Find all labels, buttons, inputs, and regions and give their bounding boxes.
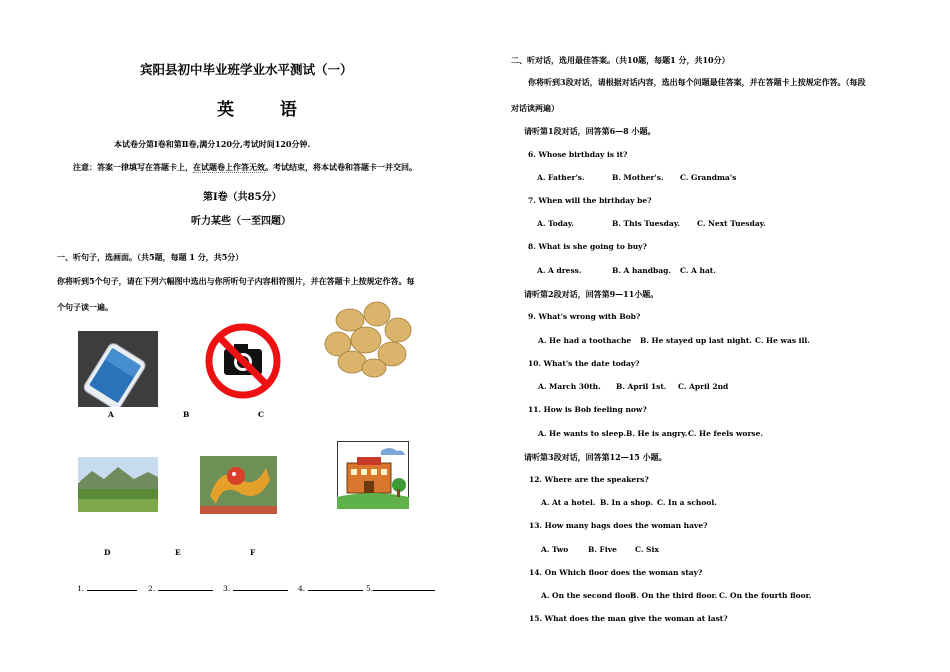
q11-option-b[interactable]: B. He is angry. <box>626 429 688 438</box>
question-14: 14. On Which floor does the woman stay? <box>529 568 703 577</box>
q9-option-a[interactable]: A. He had a toothache <box>538 336 632 345</box>
answer-blank-3[interactable] <box>223 583 288 593</box>
section2-instruction-line2: 对话读两遍） <box>511 103 559 113</box>
blank-number: 5. <box>366 584 374 593</box>
q11-option-c[interactable]: C. He feels worse. <box>688 429 763 438</box>
question-13: 13. How many bags does the woman have? <box>529 521 708 530</box>
section1-title: 一、听句子，选画面。（共5题，每题 1 分，共5分） <box>57 252 244 262</box>
q13-option-a[interactable]: A. Two <box>541 545 569 554</box>
dragon-icon <box>200 456 277 514</box>
note-emphasis: 在试题卷上作答无效 <box>193 162 265 172</box>
q6-option-c[interactable]: C. Grandma's <box>680 173 737 182</box>
q9-option-b[interactable]: B. He stayed up last night. <box>640 336 752 345</box>
note-suffix: 。考试结束，将本试卷和答题卡一并交回。 <box>265 162 417 172</box>
q7-option-a[interactable]: A. Today. <box>537 219 574 228</box>
part1-heading: 第Ⅰ卷（共85分） <box>203 192 282 203</box>
exam-intro: 本试卷分第Ⅰ卷和第Ⅱ卷,满分120分,考试时间120分钟. <box>114 139 311 149</box>
picture-c-potatoes <box>322 298 414 380</box>
q7-option-b[interactable]: B. This Tuesday. <box>612 219 680 228</box>
q6-option-b[interactable]: B. Mother's. <box>612 173 664 182</box>
picture-label-d: D <box>104 548 111 557</box>
subject-heading: 英 语 <box>217 100 317 120</box>
landscape-icon <box>78 457 158 512</box>
answer-blank-1[interactable] <box>77 583 137 593</box>
picture-label-b: B <box>183 410 190 419</box>
picture-label-c: C <box>258 410 264 419</box>
picture-e-dragon <box>200 456 277 514</box>
question-15: 15. What does the man give the woman at last? <box>529 614 728 623</box>
q13-option-b[interactable]: B. Five <box>588 545 617 554</box>
question-10: 10. What's the date today? <box>528 359 640 368</box>
exam-note <box>73 162 417 173</box>
question-12: 12. Where are the speakers? <box>529 475 649 484</box>
phone-icon <box>78 331 158 407</box>
note-prefix: 注意：答案一律填写在答题卡上， <box>73 162 193 172</box>
q14-option-a[interactable]: A. On the second floor. <box>541 591 637 600</box>
q8-option-a[interactable]: A. A dress. <box>537 266 582 275</box>
picture-f-school <box>337 441 409 509</box>
question-9: 9. What's wrong with Bob? <box>528 312 641 321</box>
picture-label-e: E <box>175 548 181 557</box>
picture-label-a: A <box>108 410 114 419</box>
question-11: 11. How is Bob feeling now? <box>528 405 647 414</box>
q11-option-a[interactable]: A. He wants to sleep. <box>538 429 627 438</box>
school-icon <box>337 441 409 509</box>
q12-option-a[interactable]: A. At a hotel. <box>541 498 596 507</box>
section1-instruction-line2: 个句子读一遍。 <box>57 302 113 312</box>
blank-number: 3. <box>223 584 231 593</box>
q14-option-b[interactable]: B. On the third floor. <box>630 591 718 600</box>
potatoes-icon <box>322 298 414 380</box>
q10-option-b[interactable]: B. April 1st. <box>616 382 667 391</box>
section2-instruction-line1: 你将听到3段对话，请根据对话内容，选出每个问题最佳答案，并在答题卡上按规定作答。（每段 <box>528 77 866 87</box>
q8-option-b[interactable]: B. A handbag. <box>612 266 671 275</box>
picture-b-no-camera <box>204 322 282 400</box>
q7-option-c[interactable]: C. Next Tuesday. <box>697 219 766 228</box>
dialogue-2-prompt: 请听第2段对话，回答第9—11小题。 <box>524 289 659 299</box>
blank-number: 1. <box>77 584 85 593</box>
answer-blank-5[interactable] <box>366 583 435 593</box>
blank-number: 4. <box>298 584 306 593</box>
q9-option-c[interactable]: C. He was ill. <box>755 336 810 345</box>
dialogue-3-prompt: 请听第3段对话，回答第12—15 小题。 <box>524 452 667 462</box>
question-7: 7. When will the birthday be? <box>528 196 652 205</box>
picture-d-landscape <box>78 457 158 512</box>
q13-option-c[interactable]: C. Six <box>635 545 659 554</box>
dialogue-1-prompt: 请听第1段对话，回答第6—8 小题。 <box>524 126 656 136</box>
q12-option-b[interactable]: B. In a shop. <box>600 498 654 507</box>
question-6: 6. Whose birthday is it? <box>528 150 628 159</box>
answer-blank-4[interactable] <box>298 583 363 593</box>
picture-a-phone <box>78 331 158 407</box>
section1-instruction-line1: 你将听到5个句子，请在下列六幅图中选出与你所听句子内容相符图片，并在答题卡上按规定作答。每 <box>57 276 415 286</box>
picture-label-f: F <box>250 548 256 557</box>
q10-option-a[interactable]: A. March 30th. <box>538 382 601 391</box>
q10-option-c[interactable]: C. April 2nd <box>678 382 729 391</box>
question-8: 8. What is she going to buy? <box>528 242 647 251</box>
exam-title: 宾阳县初中毕业班学业水平测试（一） <box>140 62 353 77</box>
section2-title: 二、听对话，选用最佳答案。（共10题，每题1 分，共10分） <box>511 55 730 65</box>
no-camera-icon <box>204 322 282 400</box>
q6-option-a[interactable]: A. Father's. <box>537 173 585 182</box>
q12-option-c[interactable]: C. In a school. <box>657 498 717 507</box>
listening-heading: 听力某些（一至四题） <box>191 216 291 227</box>
q14-option-c[interactable]: C. On the fourth floor. <box>719 591 812 600</box>
blank-number: 2. <box>148 584 156 593</box>
q8-option-c[interactable]: C. A hat. <box>680 266 716 275</box>
answer-blank-2[interactable] <box>148 583 213 593</box>
